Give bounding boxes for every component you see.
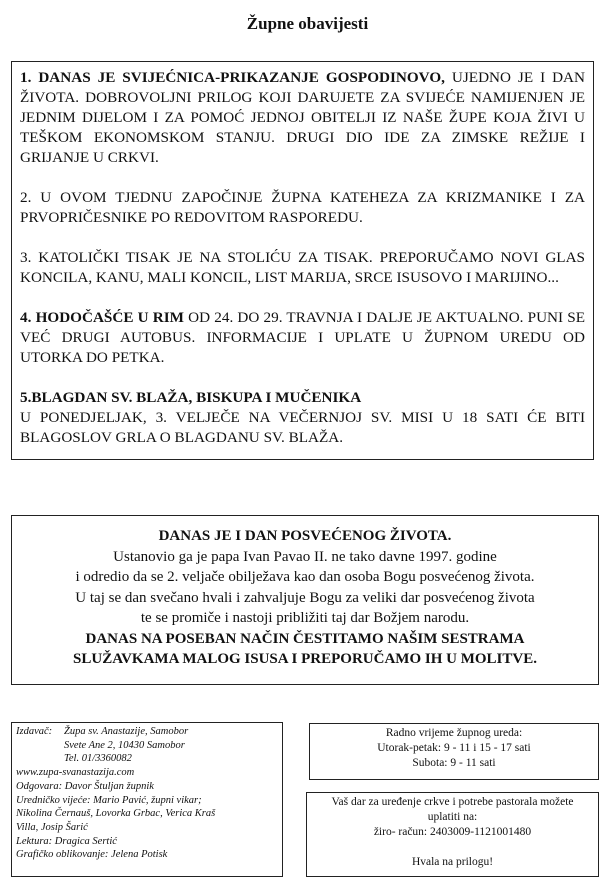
notice-4 xyxy=(20,308,585,368)
donation-thanks: Hvala na prilogu! xyxy=(411,856,494,868)
imprint-line: Lektura: Dragica Sertić xyxy=(16,835,117,847)
imprint-box xyxy=(11,722,283,877)
notice-1 xyxy=(20,68,585,168)
office-hours-box xyxy=(309,723,599,780)
publisher-row xyxy=(16,725,278,739)
notice-heading: 1. DANAS JE SVIJEĆNICA-PRIKAZANJE GOSPODINOVO, xyxy=(20,69,445,86)
notice-2 xyxy=(20,188,585,228)
notice-heading: 5.BLAGDAN SV. BLAŽA, BISKUPA I MUČENIKA xyxy=(20,389,362,406)
feast-line: i odredio da se 2. veljače obilježava kao dan osoba Bogu posvećenog života. xyxy=(75,569,535,585)
publisher-line: Svete Ane 2, 10430 Samobor xyxy=(64,739,185,751)
donation-box xyxy=(306,792,599,877)
publisher-row xyxy=(16,752,278,766)
office-hours-title: Radno vrijeme župnog ureda: xyxy=(385,727,523,739)
feast-closing: DANAS NA POSEBAN NAČIN ČESTITAMO NAŠIM SESTRAMA xyxy=(85,630,525,647)
website-link[interactable]: www.zupa-svanastazija.com xyxy=(16,767,135,779)
imprint-line: Villa, Josip Šarić xyxy=(16,821,88,833)
publisher-row xyxy=(16,739,278,753)
imprint-line: Nikolina Černauš, Lovorka Grbac, Verica Kraš xyxy=(16,808,216,820)
imprint-line: Uredničko vijeće: Mario Pavić, župni vikar; xyxy=(16,794,202,806)
bank-account: žiro- račun: 2403009-1121001480 xyxy=(373,826,532,838)
imprint-line: Odgovara: Davor Štuljan župnik xyxy=(16,780,154,792)
imprint-line: Grafičko oblikovanje: Jelena Potisk xyxy=(16,849,168,861)
consecrated-life-box xyxy=(11,515,599,685)
feast-heading: DANAS JE I DAN POSVEĆENOG ŽIVOTA. xyxy=(158,528,452,544)
notice-text: UJEDNO JE I DAN ŽIVOTA. DOBROVOLJNI PRILOG KOJI DARUJETE ZA SVIJEĆE NAMIJENJEN JE JEDNIM DIJELOM I ZA POMOĆ JEDNOJ OBITELJI IZ NAŠE ŽUPE KOJA ŽIVI U TEŠKOM EKONOMSKOM STANJU. DRUGI DIO IDE ZA ZIMSKE REŽIJE I GRIJANJE U CRKVI. xyxy=(20,69,585,166)
publisher-line: Tel. 01/3360082 xyxy=(64,753,132,765)
notice-text: U PONEDJELJAK, 3. VELJEČE NA VEČERNJOJ SV. MISI U 18 SATI ĆE BITI BLAGOSLOV GRLA O BLAGDANU SV. BLAŽA. xyxy=(20,409,585,446)
publisher-line: Župa sv. Anastazije, Samobor xyxy=(64,726,189,737)
feast-line: U taj se dan svečano hvali i zahvaljuje Bogu za veliki dar posvećenog života xyxy=(75,589,535,606)
notice-heading: 4. HODOČAŠĆE U RIM xyxy=(20,309,184,326)
notice-text: 3. KATOLIČKI TISAK JE NA STOLIĆU ZA TISAK. PREPORUČAMO NOVI GLAS KONCILA, KANU, MALI KONCIL, LIST MARIJA, SRCE ISUSOVO I MARIJINO... xyxy=(20,249,585,286)
feast-closing: SLUŽAVKAMA MALOG ISUSA I PREPORUČAMO IH U MOLITVE. xyxy=(73,651,537,667)
notices-box xyxy=(11,61,594,460)
office-hours-line: Utorak-petak: 9 - 11 i 15 - 17 sati xyxy=(377,742,531,754)
feast-line: Ustanovio ga je papa Ivan Pavao II. ne tako davne 1997. godine xyxy=(113,548,497,565)
page-title: Župne obavijesti xyxy=(246,14,369,33)
office-hours-line: Subota: 9 - 11 sati xyxy=(412,757,496,769)
feast-line: te se promiče i nastoji približiti taj dar Božjem narodu. xyxy=(140,610,470,626)
notice-3 xyxy=(20,248,585,288)
notice-text: OD 24. DO 29. TRAVNJA I DALJE JE AKTUALNO. PUNI SE VEĆ DRUGI AUTOBUS. INFORMACIJE I UPLATE U ŽUPNOM UREDU OD UTORKA DO PETKA. xyxy=(20,309,585,366)
donation-line: uplatiti na: xyxy=(427,811,478,823)
notice-text: 2. U OVOM TJEDNU ZAPOČINJE ŽUPNA KATEHEZA ZA KRIZMANIKE I ZA PRVOPRIČESNIKE PO REDOVITOM RASPOREDU. xyxy=(20,189,585,226)
donation-line: Vaš dar za uređenje crkve i potrebe pastorala možete xyxy=(331,796,574,808)
notice-5 xyxy=(20,388,585,448)
publisher-label: Izdavač: xyxy=(16,726,53,737)
